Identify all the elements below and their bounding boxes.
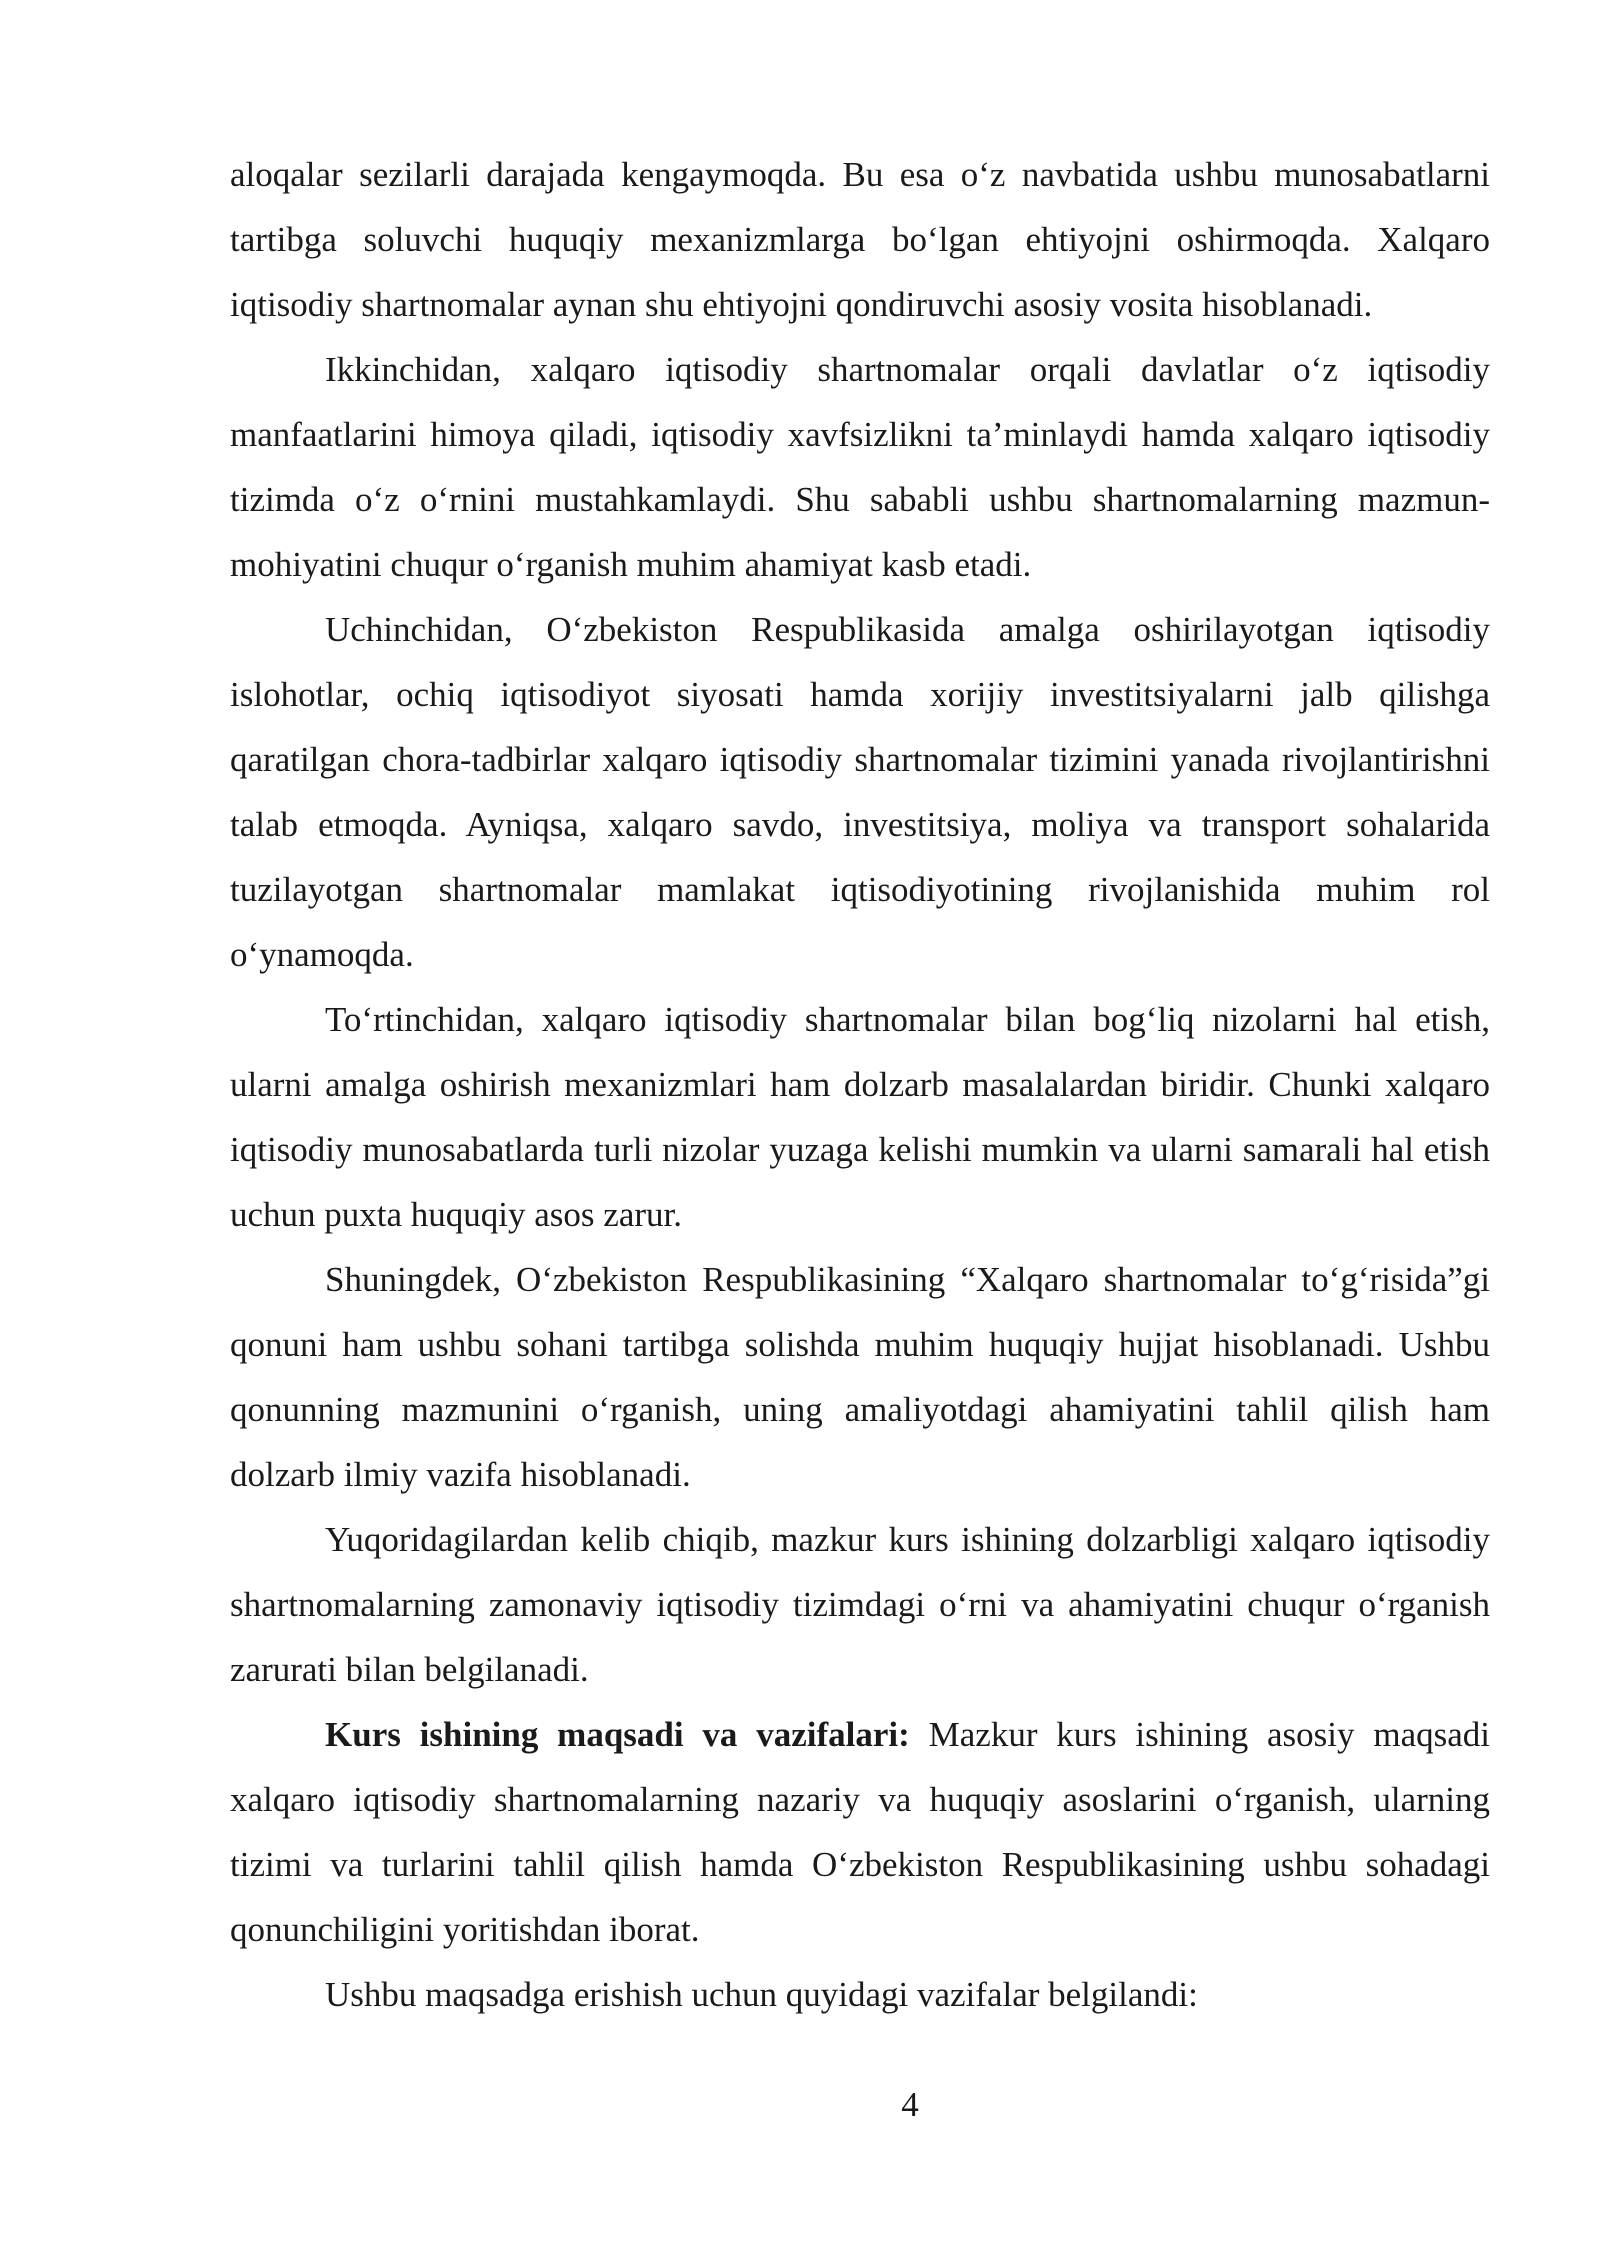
paragraph-2: Ikkinchidan, xalqaro iqtisodiy shartnomalar orqali davlatlar o‘z iqtisodiy manfaatlarini himoya qiladi, iqtisodiy xavfsizlikni ta’minlaydi hamda xalqaro iqtisodiy tizimda o‘z o‘rnini mustahkamlaydi. Shu sababli ushbu shartnomalarning mazmun-mohiyatini chuqur o‘rganish muhim ahamiyat kasb etadi. — [230, 350, 1490, 584]
goals-text: Mazkur kurs ishining asosiy maqsadi xalqaro iqtisodiy shartnomalarning nazariy va huquqiy asoslarini o‘rganish, ularning tizimi va turlarini tahlil qilish hamda O‘zbekiston Respublikasining ushbu sohadagi qonunchiligini yoritishdan iborat. — [230, 1715, 1490, 1949]
document-body — [230, 142, 1490, 2027]
paragraph-4: To‘rtinchidan, xalqaro iqtisodiy shartnomalar bilan bog‘liq nizolarni hal etish, ularni amalga oshirish mexanizmlari ham dolzarb masalalardan biridir. Chunki xalqaro iqtisodiy munosabatlarda turli nizolar yuzaga kelishi mumkin va ularni samarali hal etish uchun puxta huquqiy asos zarur. — [230, 1000, 1490, 1234]
goals-paragraph — [230, 1702, 1490, 1962]
tasks-intro: Ushbu maqsadga erishish uchun quyidagi vazifalar belgilandi: — [325, 1975, 1198, 2014]
paragraph-1: aloqalar sezilarli darajada kengaymoqda. Bu esa o‘z navbatida ushbu munosabatlarni tartibga soluvchi huquqiy mexanizmlarga bo‘lgan ehtiyojni oshirmoqda. Xalqaro iqtisodiy shartnomalar aynan shu ehtiyojni qondiruvchi asosiy vosita hisoblanadi. — [230, 155, 1490, 324]
paragraph-6: Yuqoridagilardan kelib chiqib, mazkur kurs ishining dolzarbligi xalqaro iqtisodiy shartnomalarning zamonaviy iqtisodiy tizimdagi o‘rni va ahamiyatini chuqur o‘rganish zarurati bilan belgilanadi. — [230, 1520, 1490, 1689]
paragraph-3: Uchinchidan, O‘zbekiston Respublikasida amalga oshirilayotgan iqtisodiy islohotlar, ochiq iqtisodiyot siyosati hamda xorijiy investitsiyalarni jalb qilishga qaratilgan chora-tadbirlar xalqaro iqtisodiy shartnomalar tizimini yanada rivojlantirishni talab etmoqda. Ayniqsa, xalqaro savdo, investitsiya, moliya va transport sohalarida tuzilayotgan shartnomalar mamlakat iqtisodiyotining rivojlanishida muhim rol o‘ynamoqda. — [230, 610, 1490, 974]
goals-heading: Kurs ishining maqsadi va vazifalari: — [325, 1715, 910, 1754]
paragraph-5: Shuningdek, O‘zbekiston Respublikasining “Xalqaro shartnomalar to‘g‘risida”gi qonuni ham ushbu sohani tartibga solishda muhim huquqiy hujjat hisoblanadi. Ushbu qonunning mazmunini o‘rganish, uning amaliyotdagi ahamiyatini tahlil qilish ham dolzarb ilmiy vazifa hisoblanadi. — [230, 1260, 1490, 1494]
page-number: 4 — [901, 2085, 919, 2124]
